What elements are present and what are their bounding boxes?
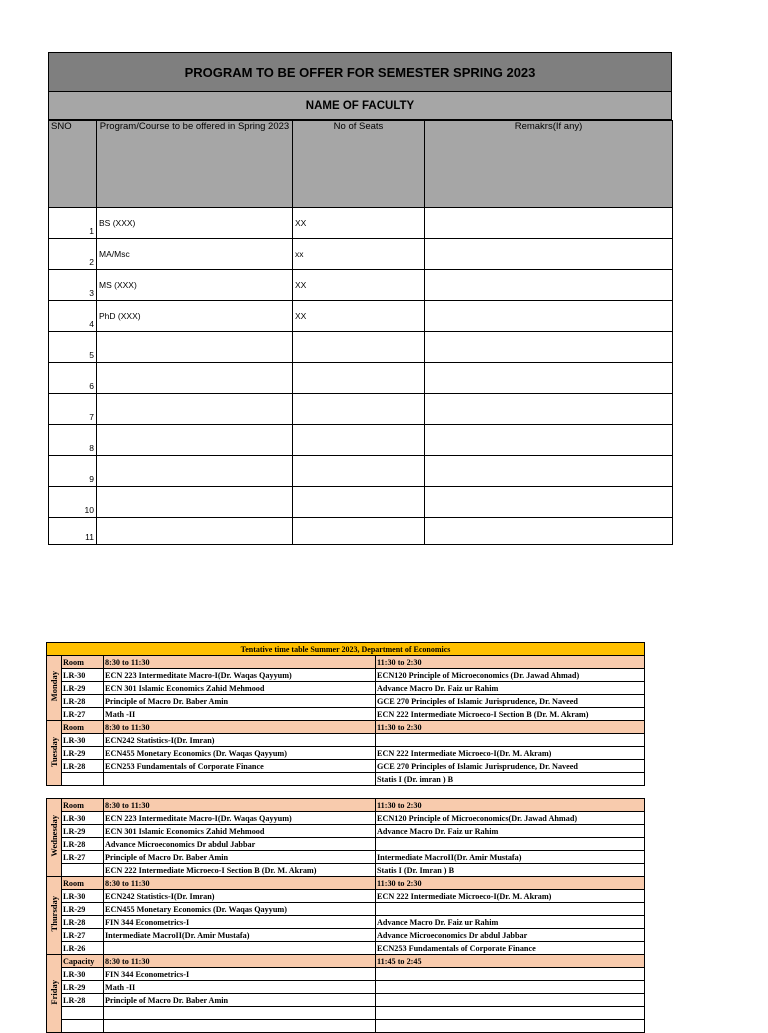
slot2-cell: ECN 222 Intermediate Microeco-I(Dr. M. Akram) [376, 747, 645, 760]
table-row [47, 981, 645, 994]
program-cell: MS (XXX) [97, 270, 293, 301]
sno-cell: 2 [49, 239, 97, 270]
slot2-cell: 11:30 to 2:30 [376, 877, 645, 890]
sno-cell: 6 [49, 363, 97, 394]
sno-cell: 5 [49, 332, 97, 363]
room-cell: LR-28 [62, 994, 104, 1007]
room-cell [62, 1007, 104, 1020]
room-cell: LR-30 [62, 968, 104, 981]
slot1-cell: 8:30 to 11:30 [104, 799, 376, 812]
table-row [47, 838, 645, 851]
table-row [47, 812, 645, 825]
room-cell [62, 864, 104, 877]
seats-header: No of Seats [293, 121, 425, 208]
program-cell: PhD (XXX) [97, 301, 293, 332]
slot1-cell [104, 1020, 376, 1033]
day-label-tuesday: Tuesday [47, 721, 62, 786]
slot2-cell [376, 981, 645, 994]
room-cell: Capacity [62, 955, 104, 968]
table-row [47, 695, 645, 708]
room-cell: LR-29 [62, 981, 104, 994]
table-row [47, 747, 645, 760]
table-row [49, 518, 673, 545]
slot2-cell: Statis I (Dr. imran ) B [376, 773, 645, 786]
seats-cell: xx [293, 239, 425, 270]
remarks-cell [425, 239, 673, 270]
table-row [47, 734, 645, 747]
sno-cell: 10 [49, 487, 97, 518]
slot1-cell: ECN242 Statistics-I(Dr. Imran) [104, 734, 376, 747]
table-row [47, 1007, 645, 1020]
slot1-cell: Principle of Macro Dr. Baber Amin [104, 695, 376, 708]
seats-cell [293, 518, 425, 545]
time-slot-row [47, 955, 645, 968]
sno-header: SNO [49, 121, 97, 208]
sno-cell: 3 [49, 270, 97, 301]
sno-cell: 7 [49, 394, 97, 425]
table-row [49, 301, 673, 332]
remarks-cell [425, 301, 673, 332]
slot2-cell [376, 903, 645, 916]
room-cell: LR-29 [62, 682, 104, 695]
slot2-cell [376, 994, 645, 1007]
program-cell [97, 487, 293, 518]
slot2-cell: ECN 222 Intermediate Microeco-I Section B (Dr. M. Akram) [376, 708, 645, 721]
seats-cell [293, 487, 425, 518]
day-label-wednesday: Wednesday [47, 799, 62, 877]
remarks-cell [425, 456, 673, 487]
table-row [47, 1020, 645, 1033]
table-row [47, 825, 645, 838]
room-cell: LR-26 [62, 942, 104, 955]
slot2-cell: 11:30 to 2:30 [376, 721, 645, 734]
slot2-cell: ECN120 Principle of Microeconomics (Dr. Jawad Ahmad) [376, 669, 645, 682]
room-cell: LR-28 [62, 838, 104, 851]
slot1-cell: Math -II [104, 708, 376, 721]
slot2-cell: Advance Macro Dr. Faiz ur Rahim [376, 825, 645, 838]
seats-cell: XX [293, 208, 425, 239]
room-cell: LR-29 [62, 903, 104, 916]
slot2-cell [376, 1020, 645, 1033]
program-cell [97, 518, 293, 545]
table-row [49, 394, 673, 425]
slot1-cell [104, 1007, 376, 1020]
remarks-cell [425, 363, 673, 394]
table-row [47, 994, 645, 1007]
table-row [47, 903, 645, 916]
slot2-cell: Intermediate MacroII(Dr. Amir Mustafa) [376, 851, 645, 864]
room-cell: Room [62, 877, 104, 890]
remarks-cell [425, 270, 673, 301]
room-cell [62, 1020, 104, 1033]
slot1-cell [104, 942, 376, 955]
table-row [47, 773, 645, 786]
program-cell: MA/Msc [97, 239, 293, 270]
slot1-cell: Principle of Macro Dr. Baber Amin [104, 851, 376, 864]
seats-cell: XX [293, 270, 425, 301]
remarks-cell [425, 425, 673, 456]
slot2-cell: 11:30 to 2:30 [376, 799, 645, 812]
slot1-cell: ECN 301 Islamic Economics Zahid Mehmood [104, 682, 376, 695]
table-row [47, 968, 645, 981]
sno-cell: 9 [49, 456, 97, 487]
time-slot-row [47, 721, 645, 734]
slot1-cell: ECN455 Monetary Economics (Dr. Waqas Qayyum) [104, 747, 376, 760]
slot1-cell: ECN 223 Intermeditate Macro-I(Dr. Waqas Qayyum) [104, 812, 376, 825]
room-cell: LR-28 [62, 916, 104, 929]
room-cell: LR-28 [62, 760, 104, 773]
slot2-cell: ECN120 Principle of Microeconomics(Dr. Jawad Ahmad) [376, 812, 645, 825]
sno-cell: 4 [49, 301, 97, 332]
room-cell: LR-27 [62, 929, 104, 942]
room-cell: LR-30 [62, 890, 104, 903]
seats-cell [293, 394, 425, 425]
time-slot-row [47, 877, 645, 890]
seats-cell [293, 425, 425, 456]
sno-cell: 1 [49, 208, 97, 239]
day-label-friday: Friday [47, 955, 62, 1033]
table-row [47, 669, 645, 682]
program-cell [97, 332, 293, 363]
day-label-monday: Monday [47, 656, 62, 721]
program-header: Program/Course to be offered in Spring 2023 [97, 121, 293, 208]
program-cell [97, 456, 293, 487]
remarks-cell [425, 332, 673, 363]
slot2-cell: GCE 270 Principles of Islamic Jurisprudence, Dr. Naveed [376, 695, 645, 708]
table-row [49, 239, 673, 270]
seats-cell [293, 332, 425, 363]
program-cell [97, 363, 293, 394]
slot1-cell: FIN 344 Econometrics-I [104, 968, 376, 981]
table-row [47, 929, 645, 942]
room-cell: Room [62, 799, 104, 812]
slot1-cell: Principle of Macro Dr. Baber Amin [104, 994, 376, 1007]
table-row [47, 682, 645, 695]
remarks-cell [425, 394, 673, 425]
table-row [47, 890, 645, 903]
sno-cell: 8 [49, 425, 97, 456]
room-cell [62, 773, 104, 786]
room-cell: LR-27 [62, 708, 104, 721]
program-table-title: PROGRAM TO BE OFFER FOR SEMESTER SPRING 2023 [48, 52, 672, 92]
slot2-cell [376, 968, 645, 981]
room-cell: Room [62, 721, 104, 734]
slot2-cell: Advance Macro Dr. Faiz ur Rahim [376, 682, 645, 695]
slot2-cell: Advance Macro Dr. Faiz ur Rahim [376, 916, 645, 929]
slot1-cell: 8:30 to 11:30 [104, 721, 376, 734]
faculty-name-header: NAME OF FACULTY [48, 92, 672, 120]
slot1-cell: 8:30 to 11:30 [104, 877, 376, 890]
program-cell [97, 394, 293, 425]
slot2-cell [376, 734, 645, 747]
slot1-cell: ECN 222 Intermediate Microeco-I Section B (Dr. M. Akram) [104, 864, 376, 877]
slot2-cell [376, 1007, 645, 1020]
table-row [49, 208, 673, 239]
table-row [49, 363, 673, 394]
slot1-cell: ECN253 Fundamentals of Corporate Finance [104, 760, 376, 773]
slot1-cell: ECN455 Monetary Economics (Dr. Waqas Qayyum) [104, 903, 376, 916]
time-slot-row [47, 656, 645, 669]
slot1-cell: 8:30 to 11:30 [104, 656, 376, 669]
slot1-cell: Advance Microeconomics Dr abdul Jabbar [104, 838, 376, 851]
room-cell: LR-30 [62, 669, 104, 682]
slot1-cell: ECN 223 Intermeditate Macro-I(Dr. Waqas Qayyum) [104, 669, 376, 682]
room-cell: LR-30 [62, 812, 104, 825]
slot2-cell: ECN 222 Intermediate Microeco-I(Dr. M. Akram) [376, 890, 645, 903]
table-row [49, 425, 673, 456]
slot1-cell: ECN 301 Islamic Economics Zahid Mehmood [104, 825, 376, 838]
spacer-row [47, 786, 645, 799]
table-row [47, 916, 645, 929]
table-row [47, 851, 645, 864]
table-row [49, 332, 673, 363]
table-row [47, 760, 645, 773]
slot2-cell: 11:30 to 2:30 [376, 656, 645, 669]
remarks-cell [425, 208, 673, 239]
slot1-cell: Intermediate MacroII(Dr. Amir Mustafa) [104, 929, 376, 942]
slot2-cell: Advance Microeconomics Dr abdul Jabbar [376, 929, 645, 942]
sno-cell: 11 [49, 518, 97, 545]
table-row [47, 942, 645, 955]
slot2-cell [376, 838, 645, 851]
seats-cell [293, 456, 425, 487]
room-cell: LR-29 [62, 747, 104, 760]
program-cell: BS (XXX) [97, 208, 293, 239]
remarks-cell [425, 487, 673, 518]
program-table-header-row [49, 121, 673, 208]
day-label-thursday: Thursday [47, 877, 62, 955]
program-offer-table [48, 52, 672, 545]
room-cell: LR-30 [62, 734, 104, 747]
remarks-cell [425, 518, 673, 545]
slot1-cell: FIN 344 Econometrics-I [104, 916, 376, 929]
room-cell: LR-27 [62, 851, 104, 864]
table-row [49, 456, 673, 487]
slot1-cell: 8:30 to 11:30 [104, 955, 376, 968]
slot1-cell [104, 773, 376, 786]
seats-cell: XX [293, 301, 425, 332]
time-slot-row [47, 799, 645, 812]
room-cell: LR-28 [62, 695, 104, 708]
timetable [46, 642, 644, 1033]
program-cell [97, 425, 293, 456]
slot1-cell: Math -II [104, 981, 376, 994]
slot1-cell: ECN242 Statistics-I(Dr. Imran) [104, 890, 376, 903]
table-row [49, 270, 673, 301]
room-cell: Room [62, 656, 104, 669]
slot2-cell: 11:45 to 2:45 [376, 955, 645, 968]
slot2-cell: GCE 270 Principles of Islamic Jurisprudence, Dr. Naveed [376, 760, 645, 773]
remarks-header: Remakrs(If any) [425, 121, 673, 208]
table-row [49, 487, 673, 518]
slot2-cell: Statis I (Dr. Imran ) B [376, 864, 645, 877]
room-cell: LR-29 [62, 825, 104, 838]
timetable-caption: Tentative time table Summer 2023, Department of Economics [47, 643, 645, 656]
seats-cell [293, 363, 425, 394]
slot2-cell: ECN253 Fundamentals of Corporate Finance [376, 942, 645, 955]
table-row [47, 864, 645, 877]
table-row [47, 708, 645, 721]
